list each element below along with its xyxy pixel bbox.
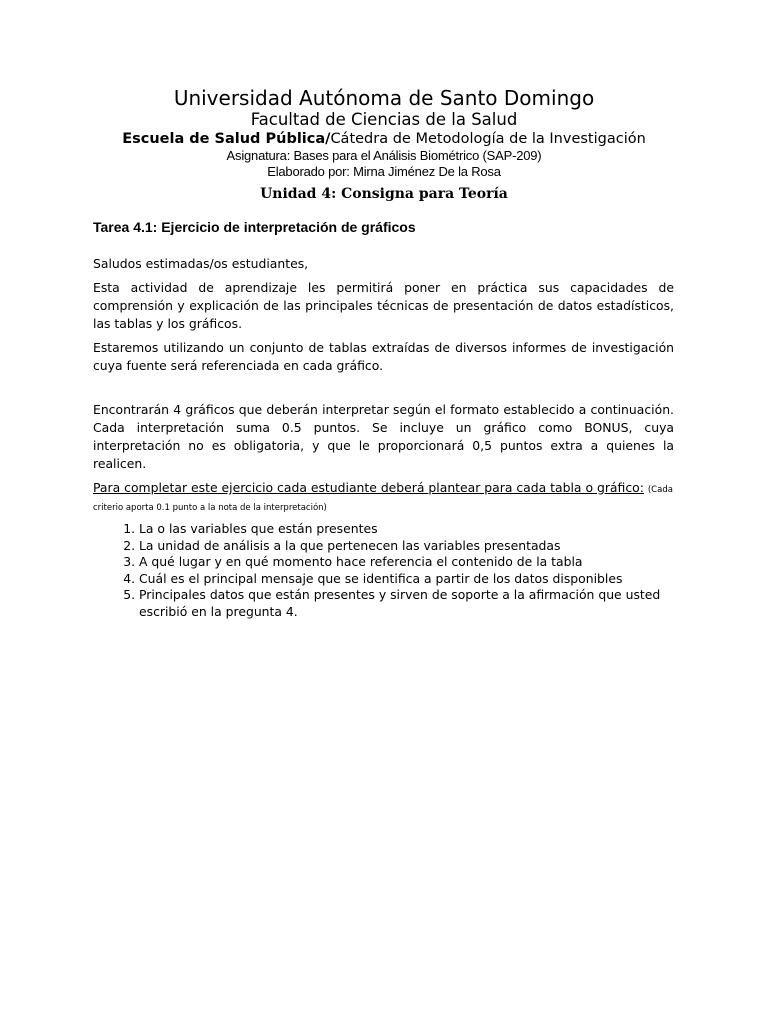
chair-name: Cátedra de Metodología de la Investigación (330, 131, 646, 147)
document-header (0, 86, 768, 203)
criteria-intro (93, 479, 674, 515)
criteria-list (93, 521, 674, 620)
paragraph-purpose: Esta actividad de aprendizaje les permitirá poner en práctica sus capacidades de comprensión y explicación de las principales técnicas de presentación de datos estadísticos, las tablas y los gráficos. (93, 280, 674, 331)
subject-line: Asignatura: Bases para el Análisis Biométrico (SAP-209) (226, 148, 542, 163)
list-item: 2. La unidad de análisis a la que pertenecen las variables presentadas (139, 538, 674, 555)
unit-title: Unidad 4: Consigna para Teoría (260, 186, 508, 202)
paragraph-spacer (93, 381, 674, 401)
list-item: 1. La o las variables que están presentes (139, 521, 674, 538)
criteria-intro-text: Para completar este ejercicio cada estudiante deberá plantear para cada tabla o gráfico: (93, 480, 644, 495)
task-title: Tarea 4.1: Ejercicio de interpretación de gráficos (93, 219, 416, 235)
school-line (0, 130, 768, 148)
list-item: 3. A qué lugar y en qué momento hace referencia el contenido de la tabla (139, 554, 674, 571)
criteria-note: (Cada criterio aporta 0.1 punto a la nota de la interpretación) (93, 485, 673, 513)
list-item: 4. Cuál es el principal mensaje que se identifica a partir de los datos disponibles (139, 571, 674, 588)
list-item: 5. Principales datos que están presentes y sirven de soporte a la afirmación que usted escribió en la pregunta 4. (139, 587, 674, 620)
paragraph-tables: Estaremos utilizando un conjunto de tablas extraídas de diversos informes de investigación cuya fuente será referenciada en cada gráfico. (93, 340, 674, 373)
faculty-name: Facultad de Ciencias de la Salud (250, 110, 518, 129)
greeting: Saludos estimadas/os estudiantes, (93, 256, 309, 271)
school-name: Escuela de Salud Pública/ (122, 131, 331, 147)
paragraph-grading: Encontrarán 4 gráficos que deberán interpretar según el formato establecido a continuación. Cada interpretación suma 0.5 puntos. Se incluye un gráfico como BONUS, cuya interpretación no es obligatoria, y que le proporcionará 0,5 puntos extra a quienes la realicen. (93, 402, 674, 471)
university-name: Universidad Autónoma de Santo Domingo (173, 86, 595, 110)
document-body (93, 217, 674, 620)
author-line: Elaborado por: Mirna Jiménez De la Rosa (267, 164, 501, 179)
